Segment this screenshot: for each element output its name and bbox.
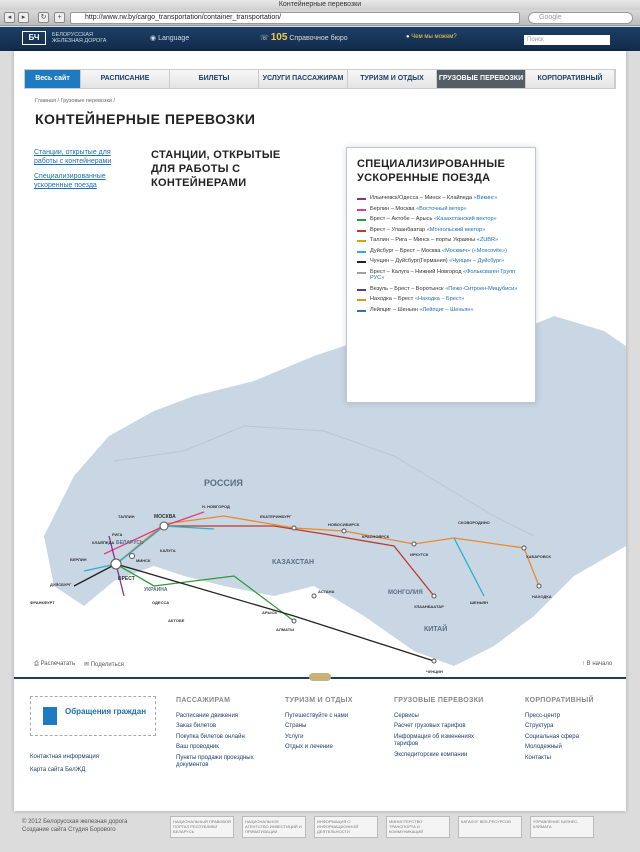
site-header bbox=[0, 27, 640, 51]
label-riga: РИГА bbox=[112, 532, 123, 537]
train-route: Дуйсбург – Брест – Москва bbox=[370, 247, 441, 254]
label-kazakhstan: КАЗАХСТАН bbox=[272, 559, 314, 566]
train-route: Берлин – Москва bbox=[370, 205, 415, 212]
train-text bbox=[370, 286, 517, 293]
label-aktobe: АКТОБЕ bbox=[168, 618, 185, 623]
label-moscow: МОСКВА bbox=[154, 514, 176, 520]
side-link-stations[interactable]: Станции, открытые для работы с контейнерами bbox=[34, 149, 112, 165]
nav-all-site[interactable]: Весь сайт bbox=[25, 70, 81, 88]
footer-link[interactable]: Страны bbox=[285, 723, 307, 729]
browser-title: Контейнерные перевозки bbox=[0, 0, 640, 10]
footer-column-title: ГРУЗОВЫЕ ПЕРЕВОЗКИ bbox=[394, 697, 484, 704]
route-color-swatch bbox=[357, 251, 366, 253]
train-route: Находка – Брест bbox=[370, 296, 414, 302]
footer-column-cargo bbox=[394, 697, 494, 762]
browser-toolbar bbox=[0, 10, 640, 26]
print-label: Распечатать bbox=[40, 661, 76, 667]
nav-item-tourism[interactable]: ТУРИЗМ И ОТДЫХ bbox=[348, 70, 437, 88]
label-belarus: БЕЛАРУСЬ bbox=[116, 540, 144, 546]
train-item[interactable] bbox=[357, 216, 525, 223]
footer-column-corporate bbox=[525, 697, 615, 765]
appeal-banner[interactable] bbox=[30, 696, 156, 736]
train-item[interactable] bbox=[357, 296, 525, 303]
footer-link[interactable]: Отдых и лечение bbox=[285, 744, 333, 750]
footer-column-title: КОРПОРАТИВНЫЙ bbox=[525, 697, 594, 704]
train-route: Брест – Актобе – Арысь bbox=[370, 216, 433, 222]
page-title: КОНТЕЙНЕРНЫЕ ПЕРЕВОЗКИ bbox=[35, 111, 256, 127]
label-chongqing: ЧУНЦИН bbox=[426, 669, 443, 674]
label-frankfurt: ФРАНКФУРТ bbox=[30, 600, 55, 605]
page-content bbox=[14, 51, 626, 811]
logo[interactable]: БЧ bbox=[22, 31, 46, 45]
station-astana[interactable] bbox=[312, 594, 316, 598]
breadcrumb[interactable]: Главная / Грузовые перевозки / bbox=[35, 98, 115, 104]
route-color-swatch bbox=[357, 299, 366, 301]
train-name-link[interactable]: «Находка – Брест» bbox=[414, 296, 465, 302]
label-ekaterinburg: ЕКАТЕРИНБУРГ bbox=[260, 514, 292, 519]
print-link[interactable] bbox=[34, 661, 75, 668]
station-khabarovsk[interactable] bbox=[522, 546, 526, 550]
footer-link[interactable]: Заказ билетов bbox=[176, 723, 217, 729]
train-text bbox=[370, 216, 497, 223]
main-nav bbox=[24, 69, 616, 89]
share-link[interactable] bbox=[84, 661, 124, 668]
label-kaluga: КАЛУГА bbox=[160, 548, 176, 553]
footer-link[interactable]: Покупка билетов онлайн bbox=[176, 733, 245, 740]
document-icon bbox=[43, 707, 57, 725]
sitemap-link[interactable]: Карта сайта БелЖД bbox=[30, 767, 86, 773]
nav-item-tickets[interactable]: БИЛЕТЫ bbox=[170, 70, 259, 88]
label-shenyang: ШЕНЬЯН bbox=[470, 600, 489, 605]
station-novosibirsk[interactable] bbox=[342, 529, 346, 533]
partner-badge[interactable]: МИНИСТЕРСТВО ТРАНСПОРТА И КОММУНИКАЦИЙ bbox=[386, 816, 450, 838]
footer-link[interactable]: Ваш проводник bbox=[176, 744, 219, 750]
trains-panel bbox=[346, 147, 536, 403]
train-text bbox=[370, 296, 464, 303]
route-color-swatch bbox=[357, 261, 366, 263]
train-name-link[interactable]: «Восточный ветер» bbox=[416, 205, 467, 212]
train-name-link[interactable]: «Пежо-Ситроен-Мицубиси» bbox=[445, 285, 518, 292]
to-top-link[interactable] bbox=[582, 661, 612, 667]
footer-link[interactable]: Пресс-центр bbox=[525, 712, 561, 719]
language-link[interactable] bbox=[150, 34, 189, 42]
partner-badge[interactable]: ИНФОРМАЦИЯ О ИНФОРМАЦИОННОЙ ДЕЯТЕЛЬНОСТИ bbox=[314, 816, 378, 838]
side-menu bbox=[34, 148, 124, 196]
label-tallin: ТАЛЛИН bbox=[118, 514, 135, 519]
train-route: Чунцин – Дуйсбург(Германия) bbox=[370, 258, 448, 264]
train-name-link[interactable]: «Москвич» («Moscovite») bbox=[441, 247, 507, 254]
train-route: Ильичевск/Одесса – Минск – Клайпеда bbox=[370, 195, 473, 201]
hotline-number: 105 bbox=[270, 32, 288, 43]
partner-badges bbox=[170, 816, 594, 838]
train-text bbox=[370, 269, 525, 282]
train-item[interactable] bbox=[357, 206, 525, 213]
train-text bbox=[370, 237, 498, 244]
appeal-label: Обращения граждан bbox=[65, 707, 147, 716]
logo-text-line-2: ЖЕЛЕЗНАЯ ДОРОГА bbox=[52, 38, 107, 44]
logo-text bbox=[52, 32, 106, 44]
route-color-swatch bbox=[357, 310, 366, 312]
train-name-link[interactable]: «Фольксваген Групп РУС» bbox=[370, 268, 516, 281]
footer-info bbox=[30, 751, 99, 777]
partner-badge[interactable]: КАТАЛОГ ВЕБ-РЕСУРСОВ bbox=[458, 816, 522, 838]
label-odessa: ОДЕССА bbox=[152, 600, 170, 605]
nav-item-corporate[interactable]: КОРПОРАТИВНЫЙ bbox=[526, 70, 615, 88]
train-route: Лейпциг – Шеньян bbox=[370, 306, 418, 313]
user-icon: ● bbox=[406, 34, 412, 40]
route-color-swatch bbox=[357, 230, 366, 232]
train-text bbox=[370, 195, 497, 202]
station-ulaanbaatar[interactable] bbox=[432, 594, 436, 598]
site-search-input[interactable]: Поиск bbox=[524, 35, 610, 45]
add-tab-icon[interactable]: + bbox=[54, 12, 65, 23]
copyright bbox=[22, 818, 127, 834]
footer-link[interactable]: Структура bbox=[525, 723, 554, 729]
train-name-link[interactable]: «ZUBR» bbox=[476, 237, 499, 243]
route-color-swatch bbox=[357, 198, 366, 200]
footer-link[interactable]: Экспедиторские компании bbox=[394, 751, 468, 758]
label-brest: БРЕСТ bbox=[118, 576, 135, 582]
route-color-swatch bbox=[357, 219, 366, 221]
station-chongqing[interactable] bbox=[432, 659, 436, 663]
footer-column-tourism bbox=[285, 697, 380, 755]
label-irkutsk: ИРКУТСК bbox=[410, 552, 429, 557]
station-minsk[interactable] bbox=[130, 554, 135, 559]
globe-icon: ◉ bbox=[150, 35, 159, 42]
train-text bbox=[370, 258, 504, 265]
label-krasnoyarsk: КРАСНОЯРСК bbox=[362, 534, 390, 539]
train-name-link[interactable]: «Монгольский вектор» bbox=[426, 226, 486, 233]
share-icon: ✉ bbox=[84, 662, 91, 668]
route-color-swatch bbox=[357, 272, 366, 274]
footer-link[interactable]: Пункты продажи проездных документов bbox=[176, 754, 254, 768]
train-name-link[interactable]: «Лейпциг – Шеньян» bbox=[419, 306, 474, 313]
hotline[interactable] bbox=[260, 32, 348, 43]
label-russia: РОССИЯ bbox=[204, 478, 243, 488]
label-mongolia: МОНГОЛИЯ bbox=[388, 590, 423, 596]
label-ukraine: УКРАИНА bbox=[144, 587, 168, 593]
help-link[interactable] bbox=[406, 34, 457, 40]
footer-column-title: ПАССАЖИРАМ bbox=[176, 697, 231, 704]
studio-link[interactable]: Создание сайта Студия Борового bbox=[22, 827, 116, 833]
footer-link[interactable]: Контакты bbox=[525, 754, 551, 761]
station-almaty[interactable] bbox=[292, 619, 296, 623]
nav-item-services[interactable]: УСЛУГИ ПАССАЖИРАМ bbox=[259, 70, 348, 88]
copyright-line: © 2012 Белорусская железная дорога bbox=[22, 819, 128, 825]
train-item[interactable] bbox=[357, 307, 525, 314]
label-almaty: АЛМАТЫ bbox=[276, 627, 295, 632]
to-top-label: В начало bbox=[586, 661, 613, 667]
train-route: Брест – Улаанбаатар bbox=[370, 226, 426, 233]
partner-badge[interactable]: НАЦИОНАЛЬНОЕ АГЕНТСТВО ИНВЕСТИЦИЙ И ПРИВАТИЗАЦИИ bbox=[242, 816, 306, 838]
logo-text-line-1: БЕЛОРУССКАЯ bbox=[52, 32, 93, 38]
partner-badge[interactable]: НАЦИОНАЛЬНЫЙ ПРАВОВОЙ ПОРТАЛ РЕСПУБЛИКИ БЕЛАРУСЬ bbox=[170, 816, 234, 838]
footer-link[interactable]: Путешествуйте с нами bbox=[285, 712, 349, 719]
train-route: Таллин – Рига – Минск – порты Украины bbox=[370, 237, 476, 243]
footer-link[interactable]: Сервисы bbox=[394, 712, 419, 719]
section-title: СТАНЦИИ, ОТКРЫТЫЕ ДЛЯ РАБОТЫ С КОНТЕЙНЕРАМИ bbox=[151, 149, 281, 189]
route-color-swatch bbox=[357, 209, 366, 211]
label-klaipeda: КЛАЙПЕДА bbox=[92, 540, 115, 545]
side-link-trains[interactable]: Специализированные ускоренные поезда bbox=[34, 173, 106, 189]
train-item[interactable] bbox=[357, 248, 525, 255]
route-color-swatch bbox=[357, 240, 366, 242]
reload-icon[interactable]: ↻ bbox=[38, 12, 49, 23]
label-ulaanbaatar: УЛААНБААТАР bbox=[414, 604, 444, 609]
train-name-link[interactable]: «Чунцин – Дуйсбург» bbox=[449, 258, 505, 264]
label-nakhodka: НАХОДКА bbox=[532, 594, 552, 599]
footer-link[interactable]: Информация об изменениях тарифов bbox=[394, 733, 474, 747]
footer-column-passengers bbox=[176, 697, 271, 773]
help-label: Чем мы можем? bbox=[411, 34, 457, 40]
label-skovorodino: СКОВОРОДИНО bbox=[458, 520, 490, 525]
footer-column-title: ТУРИЗМ И ОТДЫХ bbox=[285, 697, 353, 704]
label-minsk: МИНСК bbox=[136, 558, 151, 563]
label-arys: АРЫСЬ bbox=[262, 610, 278, 615]
station-nakhodka[interactable] bbox=[537, 584, 541, 588]
train-text bbox=[370, 206, 467, 213]
contact-link[interactable]: Контактная информация bbox=[30, 754, 99, 760]
nav-item-cargo[interactable]: ГРУЗОВЫЕ ПЕРЕВОЗКИ bbox=[437, 70, 526, 88]
share-label: Поделиться bbox=[90, 662, 124, 668]
train-item[interactable] bbox=[357, 269, 525, 282]
back-icon[interactable]: ◂ bbox=[4, 12, 15, 23]
label-berlin: БЕРЛИН bbox=[70, 557, 87, 562]
label-astana: АСТАНА bbox=[318, 589, 335, 594]
label-khabarovsk: ХАБАРОВСК bbox=[526, 554, 551, 559]
station-brest[interactable] bbox=[111, 559, 121, 569]
train-item[interactable] bbox=[357, 258, 525, 265]
train-name-link[interactable]: «Казахстанский вектор» bbox=[433, 216, 497, 222]
train-item[interactable] bbox=[357, 195, 525, 202]
footer-link[interactable]: Социальная сфера bbox=[525, 733, 579, 740]
map-landmass bbox=[44, 316, 626, 666]
station-irkutsk[interactable] bbox=[412, 542, 416, 546]
footer-link[interactable]: Услуги bbox=[285, 733, 304, 740]
label-china: КИТАЙ bbox=[424, 626, 448, 633]
url-field[interactable]: http://www.rw.by/cargo_transportation/container_transportation/ bbox=[70, 12, 520, 24]
route-color-swatch bbox=[357, 289, 366, 291]
train-text bbox=[370, 248, 507, 255]
browser-search-input[interactable]: Google bbox=[528, 12, 633, 24]
train-route: Везуль – Брест – Воротынск bbox=[370, 285, 444, 292]
train-text bbox=[370, 307, 474, 314]
footer-link[interactable]: Расписание движения bbox=[176, 712, 239, 719]
footer-ornament bbox=[309, 673, 331, 681]
train-text bbox=[370, 227, 485, 234]
train-item[interactable] bbox=[357, 227, 525, 234]
trains-list bbox=[357, 195, 525, 313]
label-duisburg: ДУЙСБУРГ bbox=[50, 582, 72, 587]
station-ekaterinburg[interactable] bbox=[292, 526, 296, 530]
arrow-up-icon: ↑ bbox=[582, 661, 587, 667]
train-item[interactable] bbox=[357, 237, 525, 244]
hotline-label: Справочное бюро bbox=[289, 35, 348, 42]
language-label: Language bbox=[158, 35, 190, 42]
label-novosibirsk: НОВОСИБИРСК bbox=[328, 522, 360, 527]
partner-badge[interactable]: УПРАВЛЕНИЕ БИЗНЕС-КЛИМАТА bbox=[530, 816, 594, 838]
phone-icon: ☏ bbox=[260, 35, 271, 42]
train-item[interactable] bbox=[357, 286, 525, 293]
label-n-novgorod: Н. НОВГОРОД bbox=[202, 504, 230, 509]
train-name-link[interactable]: «Викинг» bbox=[473, 195, 498, 201]
forward-icon[interactable]: ▸ bbox=[18, 12, 29, 23]
printer-icon: ⎙ bbox=[34, 661, 41, 667]
footer-link[interactable]: Молодежный bbox=[525, 744, 562, 750]
trains-title: СПЕЦИАЛИЗИРОВАННЫЕ УСКОРЕННЫЕ ПОЕЗДА bbox=[357, 158, 506, 184]
station-moscow[interactable] bbox=[160, 522, 168, 530]
footer-link[interactable]: Расчет грузовых тарифов bbox=[394, 723, 466, 729]
nav-item-schedule[interactable]: РАСПИСАНИЕ bbox=[81, 70, 170, 88]
train-route: Брест – Калуга – Нижний Новгород bbox=[370, 268, 462, 275]
